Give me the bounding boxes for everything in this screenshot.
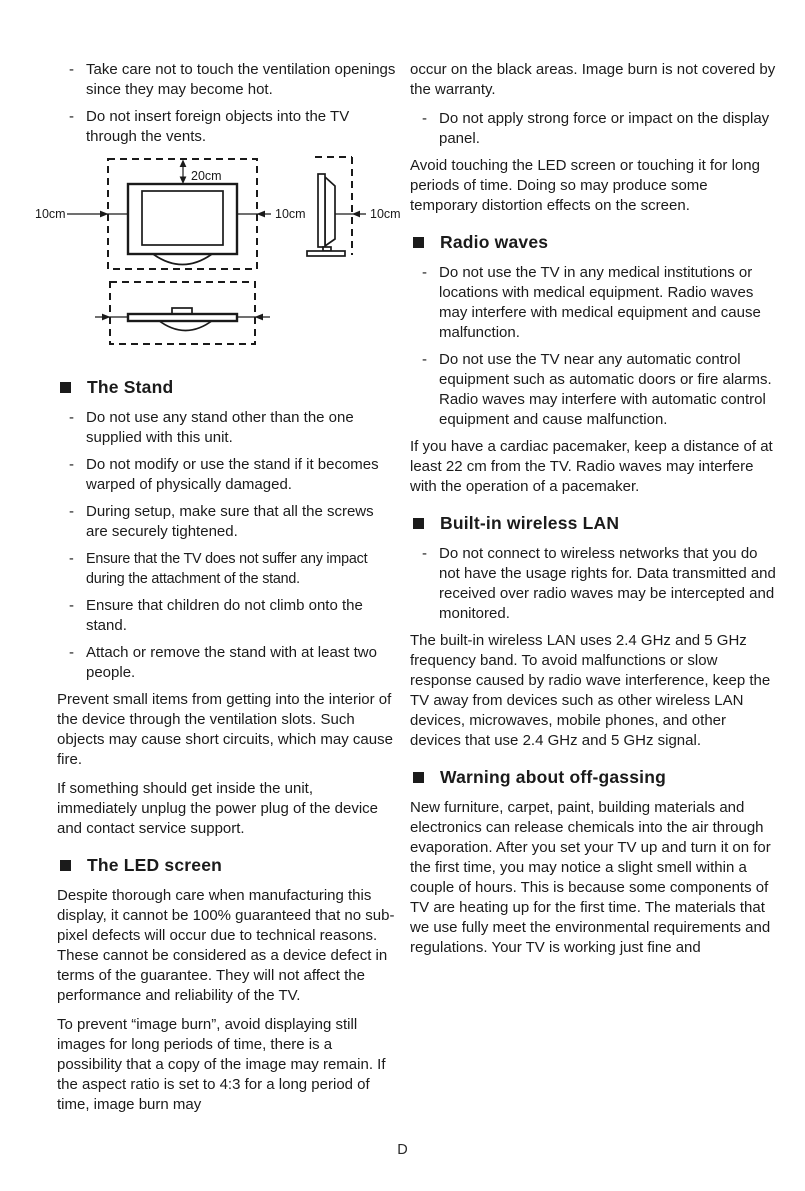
bullet-dash: -: [69, 108, 74, 125]
left-column: [35, 60, 401, 1124]
paragraph: Prevent small items from getting into the interior of the device through the ventilation slots. Such objects may cause short circuits, which may cause fire.: [57, 691, 393, 768]
bullet-text: Take care not to touch the ventilation openings since they may become hot.: [86, 61, 396, 98]
list-item: [410, 544, 779, 624]
side-view: [307, 157, 401, 256]
section-heading-stand: [57, 377, 396, 398]
tv-clearance-illustration: [33, 154, 403, 356]
list-item: [57, 60, 396, 100]
section-heading-wireless-lan: [410, 513, 779, 534]
paragraph: occur on the black areas. Image burn is not covered by the warranty.: [410, 61, 776, 98]
section-title: Warning about off-gassing: [440, 767, 666, 787]
bullet-dash: -: [422, 545, 427, 562]
bullet-text: Ensure that children do not climb onto the stand.: [86, 597, 363, 634]
paragraph: Avoid touching the LED screen or touching it for long periods of time. Doing so may produce some temporary distortion effects on the screen.: [410, 157, 760, 214]
list-item: [410, 109, 779, 149]
section-title: The LED screen: [87, 855, 223, 875]
top-view: [95, 282, 270, 344]
square-bullet-icon: [413, 772, 424, 783]
square-bullet-icon: [413, 518, 424, 529]
front-view: [35, 159, 306, 269]
bullet-dash: -: [69, 409, 74, 426]
list-item: [57, 502, 396, 542]
section-title: The Stand: [87, 377, 174, 397]
list-item: [410, 263, 779, 343]
paragraph: The built-in wireless LAN uses 2.4 GHz and 5 GHz frequency band. To avoid malfunctions or slow response caused by radio wave interference, keep the TV away from devices such as other wireless LAN devices, microwaves, mobile phones, and other devices that use 2.4 GHz and 5 GHz signal.: [410, 632, 771, 749]
bullet-dash: -: [69, 456, 74, 473]
list-item: [57, 596, 396, 636]
square-bullet-icon: [60, 382, 71, 393]
list-item: [57, 408, 396, 448]
list-item: [57, 643, 396, 683]
section-heading-radio-waves: [410, 232, 779, 253]
paragraph: Despite thorough care when manufacturing this display, it cannot be 100% guaranteed that no sub-pixel defects will occur due to technical reasons. These cannot be considered as a device defect in terms of the guarantee. They will not affect the performance and reliability of the TV.: [57, 887, 395, 1004]
bullet-dash: -: [422, 351, 427, 368]
list-item: [57, 549, 396, 589]
list-item: [410, 350, 779, 430]
page-number: D: [397, 1142, 408, 1158]
bullet-text: Ensure that the TV does not suffer any impact during the attachment of the stand.: [86, 551, 368, 587]
section-title: Built-in wireless LAN: [440, 513, 620, 533]
right-column: [410, 60, 779, 967]
bullet-dash: -: [422, 264, 427, 281]
section-heading-led-screen: [57, 855, 396, 876]
bullet-text: Do not use any stand other than the one supplied with this unit.: [86, 409, 354, 446]
bullet-dash: -: [422, 110, 427, 127]
paragraph: If you have a cardiac pacemaker, keep a distance of at least 22 cm from the TV. Radio waves may interfere with the operation of a pacemaker.: [410, 438, 773, 495]
bullet-text: Do not modify or use the stand if it becomes warped of physically damaged.: [86, 456, 379, 493]
bullet-dash: -: [69, 644, 74, 661]
bullet-text: During setup, make sure that all the screws are securely tightened.: [86, 503, 374, 540]
bullet-dash: -: [69, 503, 74, 520]
bullet-text: Do not use the TV in any medical institutions or locations with medical equipment. Radio waves may interfere with medical equipment and cause malfunction.: [439, 264, 761, 341]
bullet-dash: -: [69, 551, 74, 567]
paragraph: If something should get inside the unit, immediately unplug the power plug of the device and contact service support.: [57, 780, 379, 837]
section-title: Radio waves: [440, 232, 549, 252]
side-clearance-label: 10cm: [370, 207, 401, 221]
section-heading-off-gassing: [410, 767, 779, 788]
square-bullet-icon: [60, 860, 71, 871]
front-right-clearance-label: 10cm: [275, 207, 306, 221]
bullet-text: Do not use the TV near any automatic control equipment such as automatic doors or fire alarms. Radio waves may interfere with automatic control equipment and cause malfunction.: [439, 351, 772, 428]
paragraph: New furniture, carpet, paint, building materials and electronics can release chemicals into the air through evaporation. After you set your TV up and turn it on for the first time, you may notice a slight smell within a couple of hours. This is because some components of TV are heating up for the first time. The materials that we use fully meet the environmental requirements and regulations. Your TV is working just fine and: [410, 799, 771, 956]
square-bullet-icon: [413, 237, 424, 248]
bullet-text: Do not apply strong force or impact on the display panel.: [439, 110, 770, 147]
bullet-dash: -: [69, 61, 74, 78]
bullet-dash: -: [69, 597, 74, 614]
clearance-diagram: [33, 154, 401, 361]
list-item: [57, 455, 396, 495]
front-left-clearance-label: 10cm: [35, 207, 66, 221]
top-clearance-label: 20cm: [191, 169, 222, 183]
bullet-text: Do not insert foreign objects into the TV through the vents.: [86, 108, 350, 145]
list-item: [57, 107, 396, 147]
paragraph: To prevent “image burn”, avoid displaying still images for long periods of time, there is a possibility that a copy of the image may remain. If the aspect ratio is set to 4:3 for a long period of time, image burn may: [57, 1016, 386, 1113]
bullet-text: Attach or remove the stand with at least two people.: [86, 644, 377, 681]
bullet-text: Do not connect to wireless networks that you do not have the usage rights for. Data transmitted and received over radio waves may be intercepted and monitored.: [439, 545, 776, 622]
